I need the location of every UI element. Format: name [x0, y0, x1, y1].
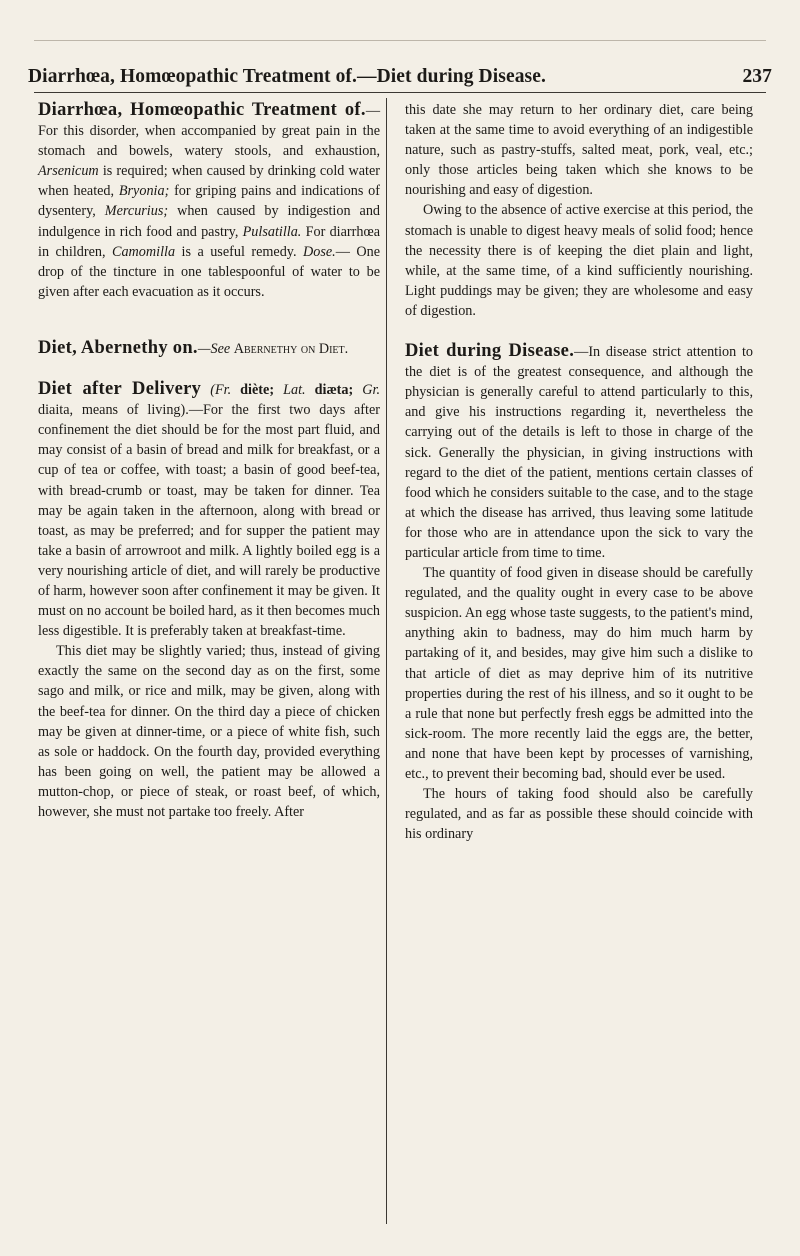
header-rule [34, 92, 766, 93]
paragraph: Owing to the absence of active exercise at this period, the stomach is unable to digest heavy meals of solid food; hence the necessity there is of keeping the diet plain and light, while, at the same time, of a kind sufficiently nourishing. Light puddings may be given; they are wholesome and easy of digestion. [405, 202, 753, 319]
entry-diet-during-disease: Diet during Disease.—In disease strict attention to the diet is of the greatest consequence, and although the physician is generally careful to attend particularly to this, and give his instructions regarding it, nevertheless the carrying out of the details is left to those in charge of the sick. Generally the physician, in giving instructions with regard to the diet of the patient, mentions certain classes of food which he considers suitable to the case, and to the stage at which the disease has arrived, thus leaving some latitude for those who are in attendance upon the sick to vary the particular article from time to time. [405, 341, 753, 561]
entry-heading: Diet during Disease. [405, 341, 575, 362]
entry-heading: Diarrhœa, Homœopathic Treatment of. [38, 100, 366, 120]
cross-reference: Abernethy on Diet. [233, 340, 349, 357]
paragraph: This diet may be slightly varied; thus, instead of giving exactly the same on the second day as on the first, some sago and milk, or rice and milk, may be given, along with the beef-tea for dinner. On the third day a piece of chicken may be given at dinner-time, or a piece of white fish, such as sole or haddock. On the fourth day, provided everything has been going on well, the patient may be allowed a mutton-chop, or piece of steak, or roast beef, of which, however, she must not partake too freely. After [38, 643, 380, 820]
paragraph: The hours of taking food should also be carefully regulated, and as far as possible these should coincide with his ordinary [405, 786, 753, 843]
entry-delivery: Diet after Delivery (Fr. diète; Lat. diæta; Gr. diaita, means of living).—For the first two days after confinement the diet should be for the most part fluid, and may consist of a basin of bread and milk for breakfast, or a cup of tea or coffee, with toast; a basin of good beef-tea, with bread-crumb or toast, may be taken for dinner. Tea may be again taken in the afternoon, along with bread or toast, as may be preferred; and for supper the patient may take a basin of arrowroot and milk. A lightly boiled egg is a very nourishing article of diet, and will rarely be productive of harm, however soon after confinement it may be given. It must on no account be boiled hard, as it then becomes much less digestible. It is preferably taken at breakfast-time. [38, 379, 381, 640]
entry-diarrhoea: Diarrhœa, Homœopathic Treatment of.—For this disorder, when accompanied by great pain in the stomach and bowels, watery stools, and exhaustion, Arsenicum is required; when caused by drinking cold water when heated, Bryonia; for griping pains and indications of dysentery, Mercurius; when caused by indigestion and indulgence in rich food and pastry, Pulsatilla. For diarrhœa in children, Camomilla is a useful remedy. Dose.— One drop of the tincture in one tablespoonful of water to be given after each evacuation as it occurs. [38, 100, 381, 300]
paragraph: this date she may return to her ordinary diet, care being taken at the same time to avoid everything of an indigestible nature, such as pastry-stuffs, salted meat, pork, veal, etc.; only those articles being taken which she knows to be nourishing and easy of digestion. [405, 102, 753, 199]
entry-heading: Diet, Abernethy on. [38, 337, 198, 358]
running-header [28, 66, 772, 88]
right-column [405, 100, 753, 844]
page-title: Diarrhœa, Homœopathic Treatment of.—Diet during Disease. [28, 66, 546, 87]
column-divider [386, 98, 387, 1224]
page-number: 237 [742, 66, 772, 87]
top-edge-rule [34, 40, 766, 41]
paragraph: The quantity of food given in disease should be carefully regulated, and the quality ought in every case to be above suspicion. An egg whose taste suggests, to the patient's mind, anything akin to badness, may do him much harm by partaking of it, and besides, may give him such a dislike to that article of diet as may deprive him of its nutritive properties during the rest of his illness, and so it ought to be a rule that none but perfectly fresh eggs be admitted into the sick-room. The more recently laid the eggs are, the better, and none that have been kept by processes of varnishing, etc., to prevent their becoming bad, should ever be used. [405, 565, 753, 782]
entry-heading: Diet after Delivery [38, 379, 202, 400]
entry-abernethy: Diet, Abernethy on.—See Abernethy on Diet. [38, 337, 349, 358]
left-column [38, 100, 380, 822]
